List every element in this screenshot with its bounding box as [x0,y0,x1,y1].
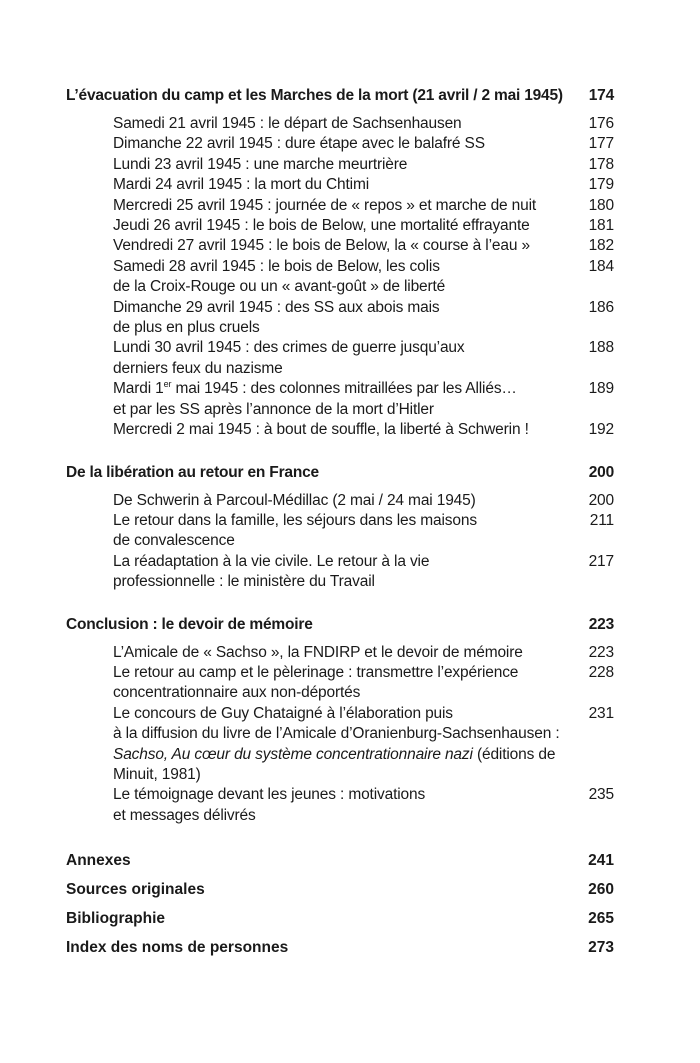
entry-page-number: 180 [588,196,614,214]
back-matter-title: Bibliographie [66,910,166,928]
toc-back-matter-item [66,851,614,871]
entry-line: Le concours de Guy Chataigné à l’élaboration puis [113,704,453,722]
entry-line: Mercredi 25 avril 1945 : journée de « repos » et marche de nuit [113,196,537,214]
table-of-contents [66,86,614,967]
toc-section [66,615,614,827]
entry-page-number: 178 [588,155,614,173]
entry-line: Mercredi 2 mai 1945 : à bout de souffle, la liberté à Schwerin ! [113,421,529,439]
back-matter-title: Sources originales [66,881,205,899]
entry-page-number: 231 [588,704,614,722]
entry-page-number: 182 [588,237,614,255]
back-matter-page-number: 260 [588,881,614,899]
entry-line: Dimanche 29 avril 1945 : des SS aux abois mais [113,298,440,316]
toc-entry [113,155,614,175]
entry-line-rendered: Mardi 1er mai 1945 : des colonnes mitraillées par les Alliés… [113,379,517,398]
entry-line: Le retour au camp et le pèlerinage : transmettre l’expérience [113,663,519,681]
back-matter-title: Annexes [66,852,131,870]
entry-page-number: 228 [588,663,614,681]
entry-line: Mardi 24 avril 1945 : la mort du Chtimi [113,176,370,194]
toc-entry [113,704,614,786]
section-heading [66,463,614,483]
entry-page-number: 189 [588,380,614,398]
toc-entry [113,298,614,339]
back-matter-page-number: 273 [588,939,614,957]
entry-page-number: 184 [588,257,614,275]
section-page-number: 174 [588,87,614,104]
entry-line: et messages délivrés [113,806,256,824]
entry-line: de la Croix-Rouge ou un « avant-goût » de liberté [113,278,446,296]
entry-line: Le témoignage devant les jeunes : motivations [113,786,426,804]
entry-line: De Schwerin à Parcoul-Médillac (2 mai / 24 mai 1945) [113,491,476,509]
entry-line [113,379,579,399]
entry-page-number: 188 [588,339,614,357]
entry-line: de plus en plus cruels [113,319,260,337]
toc-back-matter-item [66,880,614,900]
toc-entry [113,257,614,298]
toc-entry [113,114,614,134]
entry-line: Vendredi 27 avril 1945 : le bois de Below, la « course à l’eau » [113,237,530,255]
entry-page-number: 200 [588,491,614,509]
section-title: De la libération au retour en France [66,463,319,481]
toc-entry [113,236,614,256]
entry-line-rendered: Sachso, Au cœur du système concentrationnaire nazi (éditions de [113,745,556,763]
entry-page-number: 177 [588,135,614,153]
entry-line: Samedi 21 avril 1945 : le départ de Sachsenhausen [113,115,462,132]
section-title: Conclusion : le devoir de mémoire [66,615,313,633]
entry-page-number: 223 [588,643,614,661]
toc-entry [113,511,614,552]
entry-page-number: 176 [588,115,614,132]
toc-entry [113,785,614,826]
toc-entry [113,379,614,420]
entry-line [113,745,579,765]
toc-entry [113,216,614,236]
entry-line: derniers feux du nazisme [113,359,283,377]
section-page-number: 200 [588,463,614,481]
entry-page-number: 181 [588,217,614,235]
toc-entry [113,663,614,704]
entry-page-number: 179 [588,176,614,194]
toc-entry [113,175,614,195]
entry-page-number: 211 [589,511,614,529]
back-matter-page-number: 265 [588,910,614,928]
toc-section [66,86,614,441]
entry-line: Lundi 23 avril 1945 : une marche meurtrière [113,155,408,173]
entry-line: Jeudi 26 avril 1945 : le bois de Below, une mortalité effrayante [113,217,530,235]
toc-back-matter-item [66,909,614,929]
entry-line: et par les SS après l’annonce de la mort d’Hitler [113,400,434,418]
entry-line: Lundi 30 avril 1945 : des crimes de guerre jusqu’aux [113,339,465,357]
entry-line: La réadaptation à la vie civile. Le retour à la vie [113,552,430,570]
entry-page-number: 235 [588,786,614,804]
toc-entry [113,134,614,154]
toc-entry [113,643,614,663]
toc-section [66,463,614,593]
toc-entry [113,196,614,216]
entry-line: Minuit, 1981) [113,765,201,783]
entry-line: Le retour dans la famille, les séjours dans les maisons [113,511,477,529]
entry-page-number: 186 [588,298,614,316]
back-matter-title: Index des noms de personnes [66,939,289,957]
entry-line: de convalescence [113,532,235,550]
entry-line: L’Amicale de « Sachso », la FNDIRP et le devoir de mémoire [113,643,523,661]
section-heading [66,86,614,106]
toc-entry [113,491,614,511]
section-page-number: 223 [588,615,614,633]
entry-line: Samedi 28 avril 1945 : le bois de Below, les colis [113,257,440,275]
toc-entry [113,338,614,379]
section-title: L’évacuation du camp et les Marches de la mort (21 avril / 2 mai 1945) [66,87,563,104]
entry-line: à la diffusion du livre de l’Amicale d’Oranienburg-Sachsenhausen : [113,725,560,743]
entry-line: Dimanche 22 avril 1945 : dure étape avec le balafré SS [113,135,485,153]
back-matter-page-number: 241 [588,852,614,870]
entry-page-number: 217 [588,552,614,570]
entry-page-number: 192 [588,421,614,439]
toc-entry [113,552,614,593]
section-heading [66,615,614,635]
toc-back-matter-item [66,938,614,958]
toc-entry [113,420,614,440]
entry-line: professionnelle : le ministère du Travail [113,573,375,591]
entry-line: concentrationnaire aux non-déportés [113,684,361,702]
